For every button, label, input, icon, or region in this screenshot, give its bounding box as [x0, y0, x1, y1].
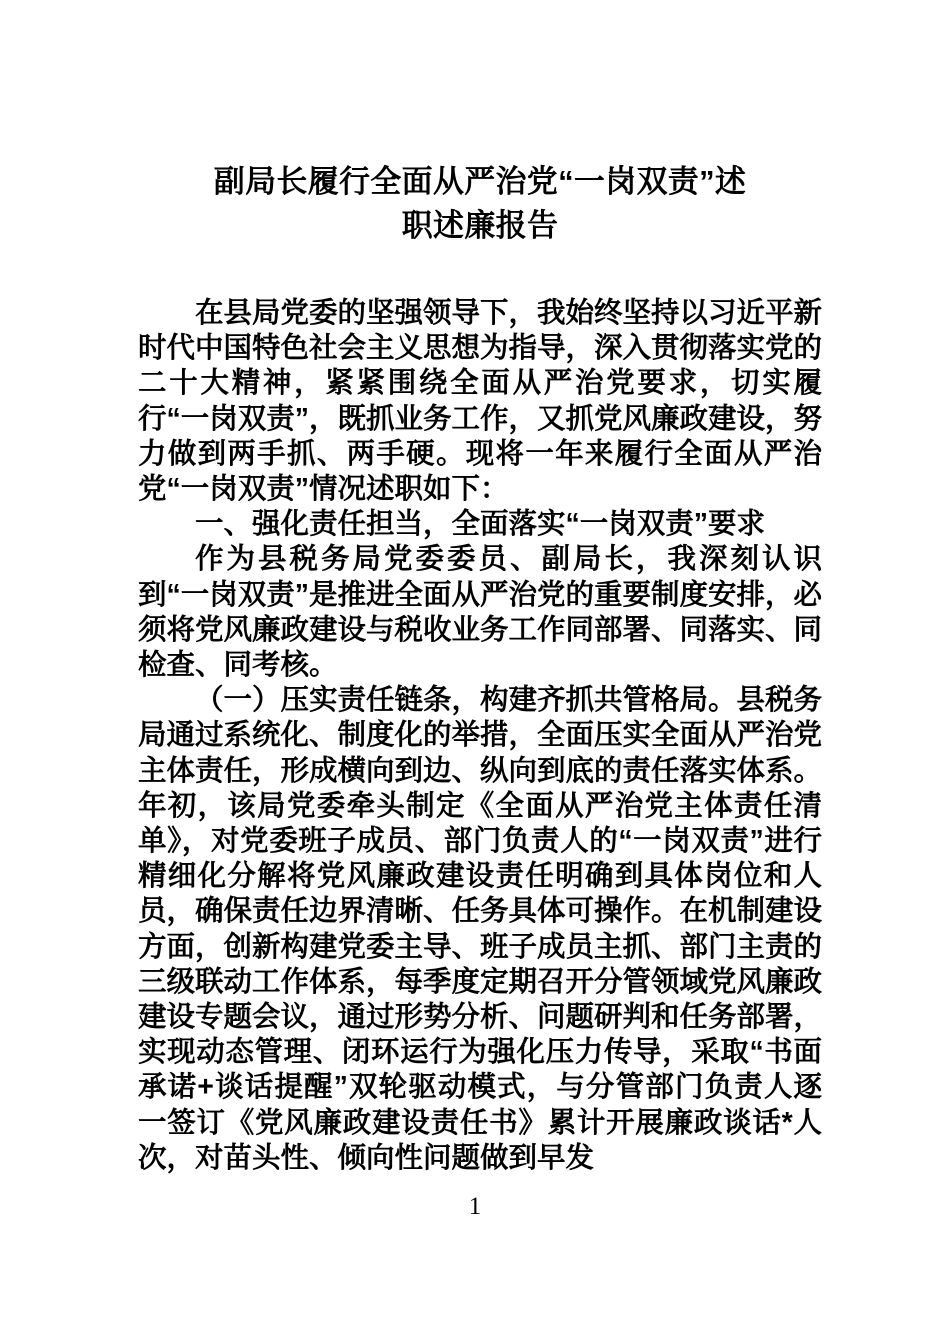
paragraph-subsection-one: （一）压实责任链条，构建齐抓共管格局。县税务局通过系统化、制度化的举措，全面压实全面从严治党主体责任，形成横向到边、纵向到底的责任落实体系。年初，该局党委牵头制定《全面从严治党主体责任清单》，对党委班子成员、部门负责人的“一岗双责”进行精细化分解将党风廉政建设责任明确到具体岗位和人员，确保责任边界清晰、任务具体可操作。在机制建设方面，创新构建党委主导、班子成员主抓、部门主责的三级联动工作体系，每季度定期召开分管领域党风廉政建设专题会议，通过形势分析、问题研判和任务部署，实现动态管理、闭环运行为强化压力传导，采取“书面承诺+谈话提醒”双轮驱动模式，与分管部门负责人逐一签订《党风廉政建设责任书》累计开展廉政谈话*人次，对苗头性、倾向性问题做到早发: [138, 684, 823, 1174]
page-title-line-2: 职述廉报告: [401, 208, 559, 243]
page-title: [138, 160, 822, 248]
page-title-line-1: 副局长履行全面从严治党“一岗双责”述: [213, 164, 747, 199]
paragraph-section-one-intro: 作为县税务局党委委员、副局长，我深刻认识到“一岗双责”是推进全面从严治党的重要制度安排，必须将党风廉政建设与税收业务工作同部署、同落实、同检查、同考核。: [138, 543, 823, 682]
section-one-heading: 一、强化责任担当，全面落实“一岗双责”要求: [195, 508, 766, 541]
paragraph-intro: 在县局党委的坚强领导下，我始终坚持以习近平新时代中国特色社会主义思想为指导，深入贯彻落实党的二十大精神，紧紧围绕全面从严治党要求，切实履行“一岗双责”，既抓业务工作，又抓党风廉政建设，努力做到两手抓、两手硬。现将一年来履行全面从严治党“一岗双责”情况述职如下：: [138, 297, 823, 506]
page-number: 1: [468, 1193, 482, 1220]
title-spacer: [138, 248, 822, 296]
document-body: [138, 160, 822, 1176]
